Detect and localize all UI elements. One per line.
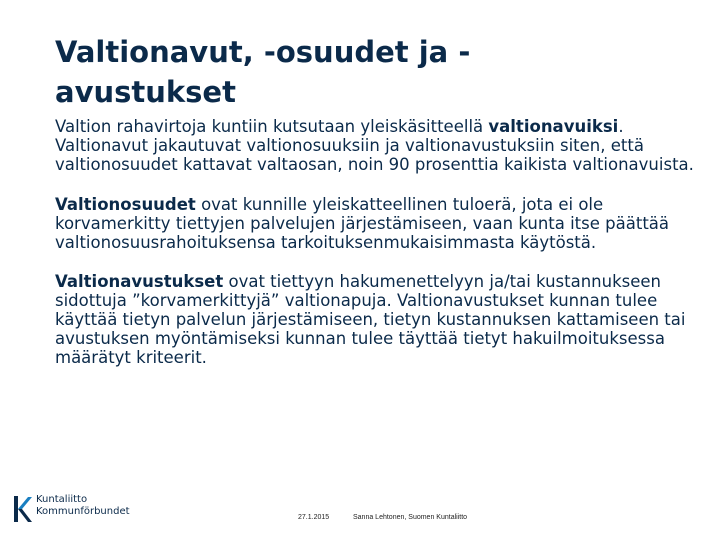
bold-term: Valtionavustukset [55, 272, 224, 291]
kuntaliitto-logo [12, 493, 142, 525]
slide-title: Valtionavut, -osuudet ja - avustukset [55, 35, 471, 109]
paragraph-text: Valtion rahavirtoja kuntiin kutsutaan yleiskäsitteellä [55, 117, 489, 136]
logo-line-1: Kuntaliitto [36, 494, 88, 505]
bold-term: Valtionosuudet [55, 195, 196, 214]
paragraph-valtionavut [55, 117, 695, 174]
paragraph-text: . Valtionavut jakautuvat valtionosuuksiin ja valtionavustuksiin siten, että valtionosuudet kattavat valtaosan, noin 90 prosenttia kaikista valtionavuista. [55, 117, 694, 174]
kuntaliitto-mark-icon [12, 493, 34, 525]
footer-date: 27.1.2015 [298, 514, 330, 521]
logo-text [36, 494, 130, 518]
paragraph-text: ovat tiettyyn hakumenettelyyn ja/tai kustannukseen sidottuja ”korvamerkittyjä” valtionapuja. Valtionavustukset kunnan tulee käyttää tietyn palvelun järjestämiseen, tietyn kustannuksen kattamiseen tai avustuksen myöntämiseksi kunnan tulee täyttää tietyt hakuilmoituksessa määrätyt kriteerit. [55, 272, 686, 367]
paragraph-text: ovat kunnille yleiskatteellinen tuloerä, jota ei ole korvamerkitty tiettyjen palvelujen järjestämiseen, vaan kunta itse päättää valtionosuusrahoituksensa tarkoituksenmukaisimmasta käytöstä. [55, 195, 670, 252]
bold-term: valtionavuiksi [488, 117, 619, 136]
footer-author: Sanna Lehtonen, Suomen Kuntaliitto [353, 514, 468, 521]
slide-body [55, 117, 695, 367]
paragraph-valtionosuudet [55, 195, 695, 252]
paragraph-valtionavustukset [55, 272, 695, 367]
logo-line-2: Kommunförbundet [36, 506, 130, 517]
